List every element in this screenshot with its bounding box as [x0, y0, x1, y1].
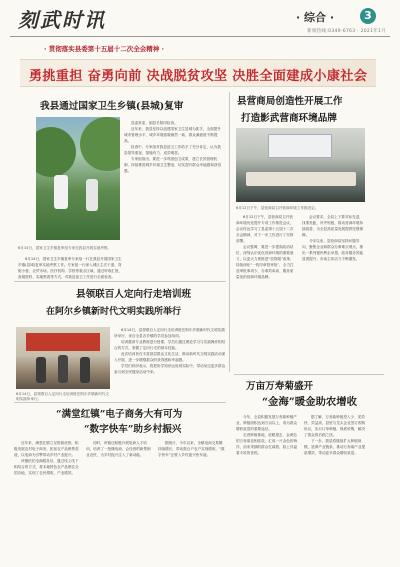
page-number-badge: 3 — [360, 8, 376, 24]
article-2-title-line-1: 县营商局创造性开展工作 — [237, 96, 343, 107]
article-1-body-col-1: 6月14日，国家卫生乡镇复审专家组一行在我县开展国家卫生乡镇(县城)复审实地考察工作。专家组一行深入城区主次干道、背街小巷、农贸市场、医疗机构、学校等重点区域，通过听取汇报、查阅资料、实地察看等方式，对我县创卫工作进行全面检查。 — [18, 257, 123, 279]
section-divider-2 — [14, 402, 226, 403]
article-5-title-line-2: “数字快车”助乡村振兴 — [84, 424, 182, 435]
column-divider — [229, 92, 230, 372]
kicker: · 贯彻落实县委第十五届十二次全会精神 · — [44, 45, 164, 53]
article-2-title-line-2: 打造影武营商环境品牌 — [241, 113, 337, 124]
section-label: · 综合 · — [296, 11, 335, 24]
article-1-title: 我县通过国家卫生乡镇(县城)复审 — [40, 101, 184, 112]
article-4-title-line-1: 万亩万寿菊盛开 — [246, 381, 314, 392]
article-3-title-line-2: 在阿尔乡镇新时代文明实践所举行 — [46, 307, 182, 317]
section-divider — [14, 281, 226, 282]
article-5-body-col-2: 同时，该镇还积极开展电商人才培训，培养了一批懂电商、会经营的新型职业农民，为乡村振兴注入了新动能。 — [86, 441, 151, 457]
masthead-meta: 新闻热线:0349-6763 · 2021年1月 — [307, 29, 386, 34]
masthead-rule — [10, 36, 390, 37]
article-2-body-col-2: 会议要求，全局上下要对标先进，找准差距，补齐短板，推动营商环境持续改善，为全县高质量发展提供坚强保障。 今年以来，县营商局坚持问题导向，聚焦企业和群众办事难点堵点，推出一系列便民利企举措，政务服务效能显著提升，市场主体活力不断激发。 — [302, 215, 364, 261]
article-4-body-col-2: 据了解，万寿菊种植投入少、见效快、效益高，县里与龙头企业签订收购协议，实行订单种植，保底收购，解决了群众的后顾之忧。 下一步，我县将继续扩大种植规模，延伸产业链条，推动万寿菊产业提质增效，带动更多群众增收致富。 — [304, 415, 366, 455]
article-4-body-col-1: 今年，全县积极发展万寿菊种植产业，种植面积达到万亩以上，成为群众增收致富的重要途径。 走进种植基地，放眼望去，金黄色的万寿菊竞相绽放，汇成一片金色的海洋，前来采摘的群众忙碌着，脸上洋溢着丰收的喜悦。 — [236, 415, 298, 455]
banner-headline: 勇挑重担 奋勇向前 决战脱贫攻坚 决胜全面建成小康社会 — [28, 69, 368, 84]
article-1-body-col-2: 县委常委、副县长陪同检查。 近年来，我县坚持以创建国家卫生县城为抓手，全面提升城市管理水平，城乡环境面貌焕然一新，群众满意度不断提高。 检查中，专家组对我县创卫工作给予了充分肯定，认为我县领导重视、措施有力、成效明显。 专家组指出，要进一步巩固创卫成果，建立长效管理机制，持续推进城乡环境卫生整治，切实提升群众幸福感和获得感。 — [124, 121, 222, 173]
article-3-photo — [16, 327, 110, 389]
article-5-title-line-1: “满堂红镇”电子商务大有可为 — [56, 409, 183, 420]
article-4-title-line-2: “金海”暖金助农增收 — [262, 396, 358, 408]
article-1-photo — [36, 117, 120, 240]
banner — [20, 59, 376, 87]
masthead — [0, 0, 400, 38]
article-3-title-line-1: 县领联百人定向行走培训班 — [76, 289, 192, 300]
article-5-body-col-1: 近年来，满堂红镇立足资源优势，积极发展农村电子商务，拓宽农产品销售渠道，以电商为引擎带动乡村产业振兴。 该镇依托电商服务站，通过线上线下相结合的方式，将本地特色农产品销往全国各地，实现了农民增收、产业增效。 — [14, 441, 79, 475]
article-2-caption: 6月12日下午，县营商局召开营商环境工作推进会。 — [236, 206, 319, 210]
article-3-body: 6月14日，县领联百人定向行走培训班在阿尔乡镇新时代文明实践所举行，来自全县各乡镇的学员参加培训。 培训邀请专业教练进行授课，学员们通过理论学习与实践操作相结合的方式，掌握了定向行走的基本技能。 此次培训旨在丰富基层群众文化生活，推动新时代文明实践活动深入开展，进一步增强群众的获得感和幸福感。 学员们纷纷表示，将把所学知识运用到实际中，带动身边更多群众参与到全民健身活动中来。 — [114, 328, 226, 374]
article-1-caption: 6月14日，国家卫生乡镇复审组专家在我县开展实地考察。 — [18, 246, 112, 250]
article-3-caption: 6月14日，县领联百人定向行走培训班在阿尔乡镇新时代文明实践所举行。 — [16, 392, 110, 401]
masthead-title: 刻武时讯 — [18, 8, 106, 32]
article-2-body-col-1: 6月12日下午，县营商局召开营商环境优化提升专项工作推进会议，会议传达学习了县委第十五届十二次全会精神，对下一步工作进行了安排部署。 会议强调，要进一步提高政治站位，深刻认识优化营商环境的重要意义，以更大力度推进“放管服”改革，持续深化“一枚印章管审批”，全力打造审批事项少、办事效率高、服务质量优的营商环境品牌。 — [236, 215, 294, 279]
section-divider-3 — [234, 374, 384, 375]
article-2-photo — [236, 128, 365, 202]
article-5-body-col-3: 据统计，今年以来，全镇电商交易额持续增长，带动数百户农户实现增收，“数字快车”正驶入乡村振兴快车道。 — [158, 441, 225, 457]
